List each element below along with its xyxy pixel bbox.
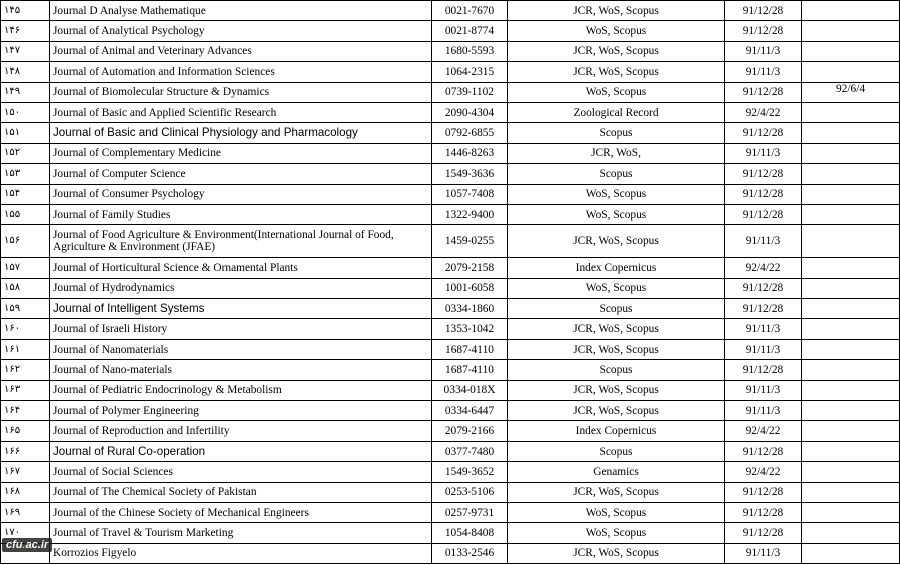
table-row	[1, 319, 900, 339]
table-row	[1, 401, 900, 421]
index-database-cell: Zoological Record	[508, 102, 725, 122]
extra-date-cell	[802, 143, 900, 163]
table-row	[1, 102, 900, 122]
extra-date-cell	[802, 278, 900, 298]
issn-cell: 2090-4304	[432, 102, 508, 122]
approval-date-cell: 91/12/28	[725, 360, 802, 380]
index-database-cell: JCR, WoS, Scopus	[508, 62, 725, 82]
journal-title-cell: Journal of Social Sciences	[50, 462, 432, 482]
journal-title-cell: Journal of Horticultural Science & Ornamental Plants	[50, 258, 432, 278]
issn-cell: 0334-6447	[432, 401, 508, 421]
approval-date-cell: 91/11/3	[725, 401, 802, 421]
table-row	[1, 204, 900, 224]
row-number-cell: ۱۵۶	[1, 225, 50, 258]
row-number-cell: ۱۶۳	[1, 380, 50, 400]
index-database-cell: WoS, Scopus	[508, 21, 725, 41]
table-row	[1, 278, 900, 298]
extra-date-cell	[802, 462, 900, 482]
approval-date-cell: 91/11/3	[725, 380, 802, 400]
issn-cell: 0253-5106	[432, 482, 508, 502]
journal-title-cell: Korrozios Figyelo	[50, 543, 432, 563]
extra-date-cell	[802, 204, 900, 224]
row-number-cell: ۱۵۸	[1, 278, 50, 298]
issn-cell: 1322-9400	[432, 204, 508, 224]
table-row	[1, 225, 900, 258]
approval-date-cell: 91/12/28	[725, 82, 802, 102]
journal-title-cell: Journal of Computer Science	[50, 164, 432, 184]
index-database-cell: WoS, Scopus	[508, 204, 725, 224]
index-database-cell: JCR, WoS, Scopus	[508, 41, 725, 61]
index-database-cell: JCR, WoS, Scopus	[508, 401, 725, 421]
issn-cell: 0377-7480	[432, 441, 508, 461]
site-watermark: cfu.ac.ir	[2, 538, 52, 552]
index-database-cell: WoS, Scopus	[508, 278, 725, 298]
extra-date-cell	[802, 482, 900, 502]
issn-cell: 0021-7670	[432, 1, 508, 21]
approval-date-cell: 91/11/3	[725, 225, 802, 258]
issn-cell: 1680-5593	[432, 41, 508, 61]
issn-cell: 1687-4110	[432, 360, 508, 380]
table-row	[1, 164, 900, 184]
extra-date-cell	[802, 421, 900, 441]
issn-cell: 1054-8408	[432, 523, 508, 543]
approval-date-cell: 91/12/28	[725, 278, 802, 298]
index-database-cell: WoS, Scopus	[508, 184, 725, 204]
table-row	[1, 123, 900, 143]
approval-date-cell: 92/4/22	[725, 258, 802, 278]
journal-table-body	[1, 1, 900, 564]
row-number-cell: ۱۵۵	[1, 204, 50, 224]
row-number-cell: ۱۶۱	[1, 339, 50, 359]
index-database-cell: Genamics	[508, 462, 725, 482]
row-number-cell: ۱۵۰	[1, 102, 50, 122]
issn-cell: 1549-3636	[432, 164, 508, 184]
table-row	[1, 184, 900, 204]
journal-title-cell: Journal D Analyse Mathematique	[50, 1, 432, 21]
row-number-cell: ۱۶۲	[1, 360, 50, 380]
table-row	[1, 482, 900, 502]
journal-title-cell: Journal of the Chinese Society of Mechanical Engineers	[50, 502, 432, 522]
index-database-cell: JCR, WoS, Scopus	[508, 543, 725, 563]
row-number-cell: ۱۵۲	[1, 143, 50, 163]
table-row	[1, 299, 900, 319]
extra-date-cell	[802, 299, 900, 319]
table-row	[1, 543, 900, 563]
approval-date-cell: 92/4/22	[725, 462, 802, 482]
issn-cell: 0133-2546	[432, 543, 508, 563]
table-row	[1, 380, 900, 400]
extra-date-cell	[802, 225, 900, 258]
table-row	[1, 82, 900, 102]
issn-cell: 0257-9731	[432, 502, 508, 522]
table-row	[1, 41, 900, 61]
approval-date-cell: 91/12/28	[725, 184, 802, 204]
index-database-cell: Scopus	[508, 123, 725, 143]
index-database-cell: JCR, WoS, Scopus	[508, 482, 725, 502]
table-row	[1, 21, 900, 41]
extra-date-cell	[802, 21, 900, 41]
row-number-cell: ۱۵۳	[1, 164, 50, 184]
table-row	[1, 1, 900, 21]
approval-date-cell: 91/11/3	[725, 543, 802, 563]
issn-cell: 1057-7408	[432, 184, 508, 204]
issn-cell: 2079-2158	[432, 258, 508, 278]
index-database-cell: JCR, WoS, Scopus	[508, 339, 725, 359]
approval-date-cell: 91/12/28	[725, 502, 802, 522]
approval-date-cell: 91/12/28	[725, 441, 802, 461]
table-row	[1, 62, 900, 82]
journal-title-cell: Journal of Complementary Medicine	[50, 143, 432, 163]
extra-date-cell	[802, 102, 900, 122]
journal-title-cell: Journal of Rural Co-operation	[50, 441, 432, 461]
approval-date-cell: 91/12/28	[725, 164, 802, 184]
extra-date-cell	[802, 164, 900, 184]
table-row	[1, 421, 900, 441]
issn-cell: 0334-018X	[432, 380, 508, 400]
journal-title-cell: Journal of Intelligent Systems	[50, 299, 432, 319]
extra-date-cell	[802, 401, 900, 421]
row-number-cell: ۱۵۹	[1, 299, 50, 319]
journal-title-cell: Journal of Biomolecular Structure & Dynamics	[50, 82, 432, 102]
journal-title-cell: Journal of Polymer Engineering	[50, 401, 432, 421]
issn-cell: 1549-3652	[432, 462, 508, 482]
index-database-cell: Scopus	[508, 441, 725, 461]
extra-date-cell	[802, 258, 900, 278]
row-number-cell: ۱۵۱	[1, 123, 50, 143]
row-number-cell: ۱۶۰	[1, 319, 50, 339]
journal-title-cell: Journal of Hydrodynamics	[50, 278, 432, 298]
extra-date-cell	[802, 502, 900, 522]
journal-title-cell: Journal of Nano-materials	[50, 360, 432, 380]
extra-date-cell	[802, 441, 900, 461]
journal-title-cell: Journal of Travel & Tourism Marketing	[50, 523, 432, 543]
approval-date-cell: 91/12/28	[725, 204, 802, 224]
approval-date-cell: 91/12/28	[725, 523, 802, 543]
row-number-cell: ۱۶۶	[1, 441, 50, 461]
extra-date-cell	[802, 360, 900, 380]
journal-title-cell: Journal of Nanomaterials	[50, 339, 432, 359]
approval-date-cell: 91/11/3	[725, 41, 802, 61]
journal-title-cell: Journal of Animal and Veterinary Advances	[50, 41, 432, 61]
row-number-cell: ۱۶۹	[1, 502, 50, 522]
index-database-cell: Index Copernicus	[508, 421, 725, 441]
approval-date-cell: 91/12/28	[725, 123, 802, 143]
issn-cell: 0792-6855	[432, 123, 508, 143]
index-database-cell: WoS, Scopus	[508, 82, 725, 102]
table-row	[1, 360, 900, 380]
issn-cell: 1459-0255	[432, 225, 508, 258]
table-row	[1, 258, 900, 278]
row-number-cell: ۱۴۵	[1, 1, 50, 21]
index-database-cell: JCR, WoS, Scopus	[508, 1, 725, 21]
row-number-cell: ۱۴۶	[1, 21, 50, 41]
approval-date-cell: 92/4/22	[725, 102, 802, 122]
index-database-cell: JCR, WoS, Scopus	[508, 225, 725, 258]
journal-title-cell: Journal of Reproduction and Infertility	[50, 421, 432, 441]
extra-date-cell	[802, 123, 900, 143]
approval-date-cell: 91/12/28	[725, 299, 802, 319]
issn-cell: 0021-8774	[432, 21, 508, 41]
journal-title-cell: Journal of The Chemical Society of Pakistan	[50, 482, 432, 502]
index-database-cell: WoS, Scopus	[508, 523, 725, 543]
issn-cell: 1353-1042	[432, 319, 508, 339]
table-row	[1, 339, 900, 359]
row-number-cell: ۱۶۴	[1, 401, 50, 421]
approval-date-cell: 91/11/3	[725, 339, 802, 359]
row-number-cell: ۱۶۷	[1, 462, 50, 482]
table-row	[1, 502, 900, 522]
approval-date-cell: 91/11/3	[725, 319, 802, 339]
index-database-cell: Index Copernicus	[508, 258, 725, 278]
row-number-cell: ۱۵۷	[1, 258, 50, 278]
journal-title-cell: Journal of Family Studies	[50, 204, 432, 224]
index-database-cell: Scopus	[508, 164, 725, 184]
row-number-cell: ۱۷۰	[1, 523, 50, 543]
table-row	[1, 143, 900, 163]
approval-date-cell: 92/4/22	[725, 421, 802, 441]
table-row	[1, 462, 900, 482]
journal-title-cell: Journal of Consumer Psychology	[50, 184, 432, 204]
row-number-cell: ۱۵۴	[1, 184, 50, 204]
extra-date-cell	[802, 319, 900, 339]
journal-title-cell: Journal of Basic and Applied Scientific Research	[50, 102, 432, 122]
approval-date-cell: 91/11/3	[725, 143, 802, 163]
index-database-cell: WoS, Scopus	[508, 502, 725, 522]
extra-date-cell	[802, 62, 900, 82]
approval-date-cell: 91/12/28	[725, 482, 802, 502]
issn-cell: 1001-6058	[432, 278, 508, 298]
issn-cell: 0739-1102	[432, 82, 508, 102]
table-row	[1, 523, 900, 543]
row-number-cell: ۱۶۵	[1, 421, 50, 441]
index-database-cell: JCR, WoS, Scopus	[508, 319, 725, 339]
approval-date-cell: 91/12/28	[725, 1, 802, 21]
issn-cell: 2079-2166	[432, 421, 508, 441]
approval-date-cell: 91/11/3	[725, 62, 802, 82]
journal-title-cell: Journal of Food Agriculture & Environment(International Journal of Food, Agriculture & Environment (JFAE)	[50, 225, 432, 258]
journal-title-cell: Journal of Pediatric Endocrinology & Metabolism	[50, 380, 432, 400]
issn-cell: 1446-8263	[432, 143, 508, 163]
approval-date-cell: 91/12/28	[725, 21, 802, 41]
row-number-cell: ۱۴۸	[1, 62, 50, 82]
extra-date-cell	[802, 1, 900, 21]
extra-date-cell: 92/6/4	[802, 82, 900, 102]
index-database-cell: Scopus	[508, 360, 725, 380]
index-database-cell: JCR, WoS, Scopus	[508, 380, 725, 400]
issn-cell: 1064-2315	[432, 62, 508, 82]
index-database-cell: JCR, WoS,	[508, 143, 725, 163]
table-row	[1, 441, 900, 461]
extra-date-cell	[802, 523, 900, 543]
journal-title-cell: Journal of Israeli History	[50, 319, 432, 339]
row-number-cell: ۱۶۸	[1, 482, 50, 502]
extra-date-cell	[802, 41, 900, 61]
row-number-cell: ۱۴۷	[1, 41, 50, 61]
extra-date-cell	[802, 184, 900, 204]
row-number-cell: ۱۴۹	[1, 82, 50, 102]
journal-title-cell: Journal of Automation and Information Sciences	[50, 62, 432, 82]
issn-cell: 1687-4110	[432, 339, 508, 359]
extra-date-cell	[802, 543, 900, 563]
extra-date-cell	[802, 339, 900, 359]
index-database-cell: Scopus	[508, 299, 725, 319]
issn-cell: 0334-1860	[432, 299, 508, 319]
journal-title-cell: Journal of Basic and Clinical Physiology and Pharmacology	[50, 123, 432, 143]
extra-date-cell	[802, 380, 900, 400]
journal-title-cell: Journal of Analytical Psychology	[50, 21, 432, 41]
